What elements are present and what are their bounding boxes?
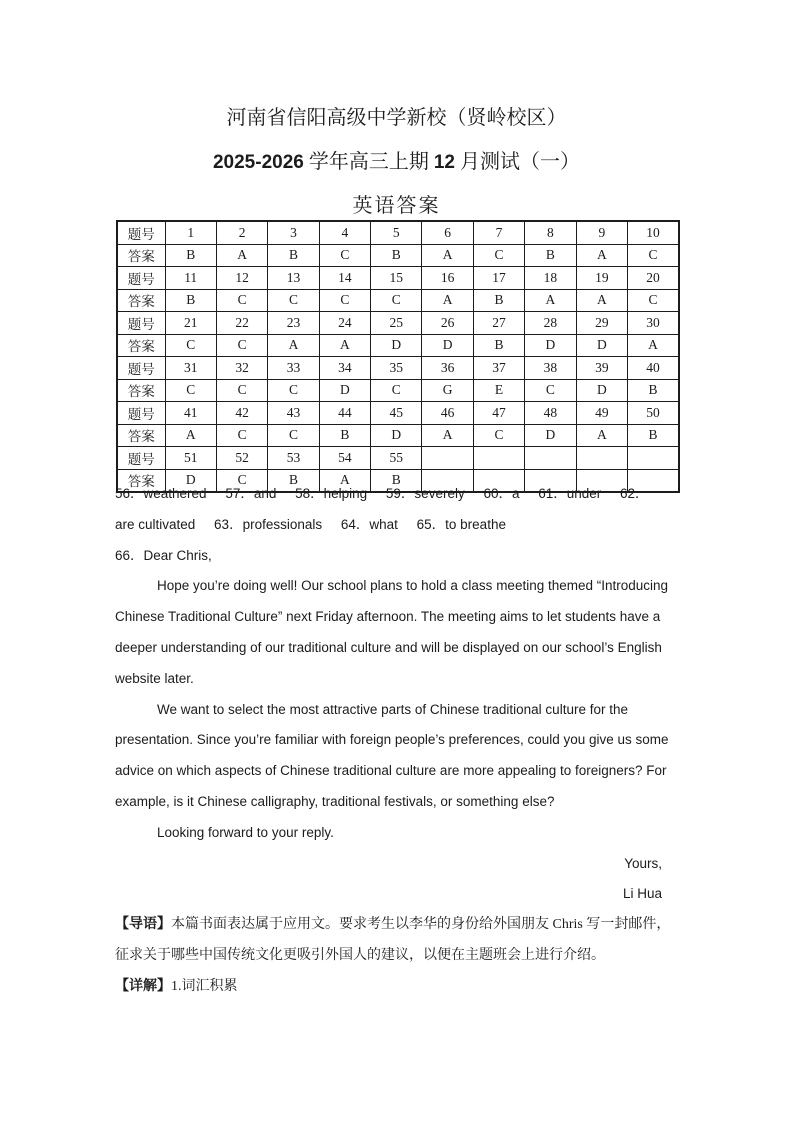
answer-cell: C — [371, 379, 422, 402]
answer-cell: C — [628, 244, 679, 267]
letter-line: Chinese Traditional Culture” next Friday afternoon. The meeting aims to let students have a — [115, 609, 661, 625]
answer-cell: A — [628, 334, 679, 357]
table-row — [117, 221, 679, 244]
answer-cell: C — [268, 379, 319, 402]
answer-cell: B — [165, 289, 216, 312]
answer-cell: A — [268, 334, 319, 357]
analysis-detail-line — [115, 972, 680, 1003]
answer-cell: 2 — [216, 221, 267, 244]
answer-cell: C — [628, 289, 679, 312]
answer-cell: B — [268, 469, 319, 492]
answer-cell: D — [165, 469, 216, 492]
answer-cell: 11 — [165, 267, 216, 290]
answer-cell: C — [216, 469, 267, 492]
answer-cell: 39 — [576, 357, 627, 380]
answer-cell: 答案 — [117, 469, 165, 492]
answer-cell: A — [576, 244, 627, 267]
answer-cell: 33 — [268, 357, 319, 380]
analysis-detail-text: 1.词汇积累 — [171, 978, 238, 994]
answer-cell: 42 — [216, 402, 267, 425]
letter-line: website later. — [115, 670, 194, 686]
answer-cell: 44 — [319, 402, 370, 425]
table-row — [117, 312, 679, 335]
page-subtitle — [0, 145, 793, 174]
letter-line: Hope you’re doing well! Our school plans to hold a class meeting themed “Introducing — [157, 578, 669, 594]
subtitle-mid: 学年高三上期 — [308, 151, 429, 173]
answer-cell: 43 — [268, 402, 319, 425]
answer-cell: 54 — [319, 447, 370, 470]
answer-cell: D — [319, 379, 370, 402]
table-row — [117, 267, 679, 290]
answer-cell: 12 — [216, 267, 267, 290]
answer-cell: 49 — [576, 402, 627, 425]
answer-cell: 题号 — [117, 221, 165, 244]
table-row — [117, 379, 679, 402]
letter-heading: 66．Dear Chris, — [115, 547, 212, 563]
analysis-lead-text: 本篇书面表达属于应用文。要求考生以李华的身份给外国朋友 Chris 写一封邮件， — [171, 917, 671, 933]
answer-cell: 28 — [525, 312, 576, 335]
answer-cell: 41 — [165, 402, 216, 425]
subtitle-month: 12 — [433, 152, 455, 173]
answer-cell: B — [628, 424, 679, 447]
answer-cell: D — [371, 334, 422, 357]
answer-cell: 45 — [371, 402, 422, 425]
letter-line: Looking forward to your reply. — [157, 824, 334, 840]
answer-cell: 26 — [422, 312, 473, 335]
answer-cell: C — [319, 244, 370, 267]
answer-cell: B — [473, 289, 524, 312]
fill-in-answers — [115, 479, 680, 541]
answer-cell: 答案 — [117, 289, 165, 312]
answer-cell — [576, 447, 627, 470]
answer-cell: A — [319, 334, 370, 357]
answer-cell: D — [371, 424, 422, 447]
letter-line: advice on which aspects of Chinese traditional culture are more appealing to foreigners? For — [115, 763, 667, 779]
table-row — [117, 357, 679, 380]
answer-cell: 17 — [473, 267, 524, 290]
answer-cell: C — [319, 289, 370, 312]
answer-cell: 38 — [525, 357, 576, 380]
answer-cell: 36 — [422, 357, 473, 380]
answer-key-table-body — [117, 221, 679, 492]
letter-line: example, is it Chinese calligraphy, traditional festivals, or something else? — [115, 793, 555, 809]
fill-in-line: are cultivated 63．professionals 64．what 65．to breathe — [115, 516, 506, 532]
table-row — [117, 289, 679, 312]
answer-cell: 55 — [371, 447, 422, 470]
answer-cell: 1 — [165, 221, 216, 244]
answer-cell: C — [216, 379, 267, 402]
answer-cell: 答案 — [117, 244, 165, 267]
answer-cell: 27 — [473, 312, 524, 335]
table-row — [117, 244, 679, 267]
answer-cell: 31 — [165, 357, 216, 380]
answer-cell — [628, 447, 679, 470]
answer-cell: D — [525, 334, 576, 357]
table-row — [117, 334, 679, 357]
letter-signature: Li Hua — [622, 886, 662, 902]
answer-cell: C — [216, 334, 267, 357]
answer-cell: 答案 — [117, 379, 165, 402]
letter-line: We want to select the most attractive parts of Chinese traditional culture for the — [157, 701, 628, 717]
table-row — [117, 447, 679, 470]
answer-key-table — [116, 220, 680, 493]
answer-cell: 14 — [319, 267, 370, 290]
answer-cell: 34 — [319, 357, 370, 380]
answer-cell: A — [165, 424, 216, 447]
letter-paragraph — [115, 571, 680, 694]
answer-cell: D — [422, 334, 473, 357]
analysis-lead-line — [115, 910, 680, 941]
answer-cell: 48 — [525, 402, 576, 425]
answer-cell: C — [525, 379, 576, 402]
answer-cell: 51 — [165, 447, 216, 470]
answer-cell: G — [422, 379, 473, 402]
analysis-lead-label: 【导语】 — [115, 917, 171, 933]
answer-cell: 题号 — [117, 312, 165, 335]
answer-cell: 题号 — [117, 357, 165, 380]
answer-cell: 4 — [319, 221, 370, 244]
answer-cell: B — [628, 379, 679, 402]
analysis-lead-line: 征求关于哪些中国传统文化更吸引外国人的建议，以便在主题班会上进行介绍。 — [115, 947, 605, 963]
answer-cell: 16 — [422, 267, 473, 290]
answer-cell: 21 — [165, 312, 216, 335]
fill-in-line: 56．weathered 57．and 58．helping 59．severely 60．a 61．under 62． — [115, 486, 649, 501]
answer-cell: 10 — [628, 221, 679, 244]
answer-cell: 题号 — [117, 447, 165, 470]
section-title: 英语答案 — [352, 195, 441, 217]
answer-cell: 答案 — [117, 424, 165, 447]
answer-cell: A — [422, 424, 473, 447]
answer-cell: D — [525, 424, 576, 447]
answer-cell: D — [576, 334, 627, 357]
page-title: 河南省信阳高级中学新校（贤岭校区） — [226, 107, 567, 129]
answer-cell: 25 — [371, 312, 422, 335]
subtitle-tail: 月测试（一） — [460, 151, 580, 173]
answer-cell: 3 — [268, 221, 319, 244]
answer-cell: B — [371, 244, 422, 267]
answer-cell: 32 — [216, 357, 267, 380]
answer-cell: 53 — [268, 447, 319, 470]
answer-cell: C — [473, 244, 524, 267]
answer-cell: 40 — [628, 357, 679, 380]
answer-cell: B — [268, 244, 319, 267]
letter-closing: Yours, — [624, 855, 662, 871]
answer-cell: C — [473, 424, 524, 447]
answer-cell: C — [216, 424, 267, 447]
answer-cell: A — [422, 244, 473, 267]
answer-cell: 7 — [473, 221, 524, 244]
answer-cell: 47 — [473, 402, 524, 425]
answer-cell: 24 — [319, 312, 370, 335]
answer-cell: B — [473, 334, 524, 357]
answer-cell: A — [216, 244, 267, 267]
letter-line: presentation. Since you’re familiar with foreign people’s preferences, could you give us some — [115, 732, 669, 748]
answer-cell: 52 — [216, 447, 267, 470]
answer-cell — [525, 447, 576, 470]
answer-cell: A — [576, 289, 627, 312]
table-row — [117, 402, 679, 425]
answer-cell: 答案 — [117, 334, 165, 357]
answer-cell: 5 — [371, 221, 422, 244]
answer-cell: 29 — [576, 312, 627, 335]
analysis-detail-label: 【详解】 — [115, 978, 171, 994]
answer-cell: B — [165, 244, 216, 267]
answer-cell: A — [525, 289, 576, 312]
answer-cell: 13 — [268, 267, 319, 290]
answer-cell: 50 — [628, 402, 679, 425]
answer-cell — [473, 447, 524, 470]
answer-cell: E — [473, 379, 524, 402]
table-row — [117, 424, 679, 447]
answer-cell: C — [268, 289, 319, 312]
letter-paragraph — [115, 818, 680, 849]
letter-paragraph — [115, 695, 680, 818]
answer-cell: 19 — [576, 267, 627, 290]
answer-cell: C — [165, 334, 216, 357]
body-text — [115, 479, 680, 1003]
answer-cell: 8 — [525, 221, 576, 244]
answer-cell: 46 — [422, 402, 473, 425]
answer-cell: 23 — [268, 312, 319, 335]
letter-line: deeper understanding of our traditional culture and will be displayed on our school’s English — [115, 639, 662, 655]
answer-cell: 35 — [371, 357, 422, 380]
answer-cell: C — [268, 424, 319, 447]
answer-cell: B — [371, 469, 422, 492]
answer-cell: 30 — [628, 312, 679, 335]
answer-cell: A — [576, 424, 627, 447]
answer-cell — [422, 447, 473, 470]
answer-cell: C — [216, 289, 267, 312]
answer-cell: C — [165, 379, 216, 402]
answer-cell: B — [525, 244, 576, 267]
answer-cell: D — [576, 379, 627, 402]
subtitle-year: 2025-2026 — [212, 152, 304, 173]
answer-cell: 题号 — [117, 402, 165, 425]
answer-cell: A — [319, 469, 370, 492]
answer-cell: 37 — [473, 357, 524, 380]
answer-cell: 6 — [422, 221, 473, 244]
answer-cell: 22 — [216, 312, 267, 335]
answer-cell: 20 — [628, 267, 679, 290]
answer-cell: 15 — [371, 267, 422, 290]
answer-cell: C — [371, 289, 422, 312]
answer-cell: B — [319, 424, 370, 447]
answer-cell: A — [422, 289, 473, 312]
answer-cell: 9 — [576, 221, 627, 244]
answer-cell: 题号 — [117, 267, 165, 290]
answer-cell: 18 — [525, 267, 576, 290]
